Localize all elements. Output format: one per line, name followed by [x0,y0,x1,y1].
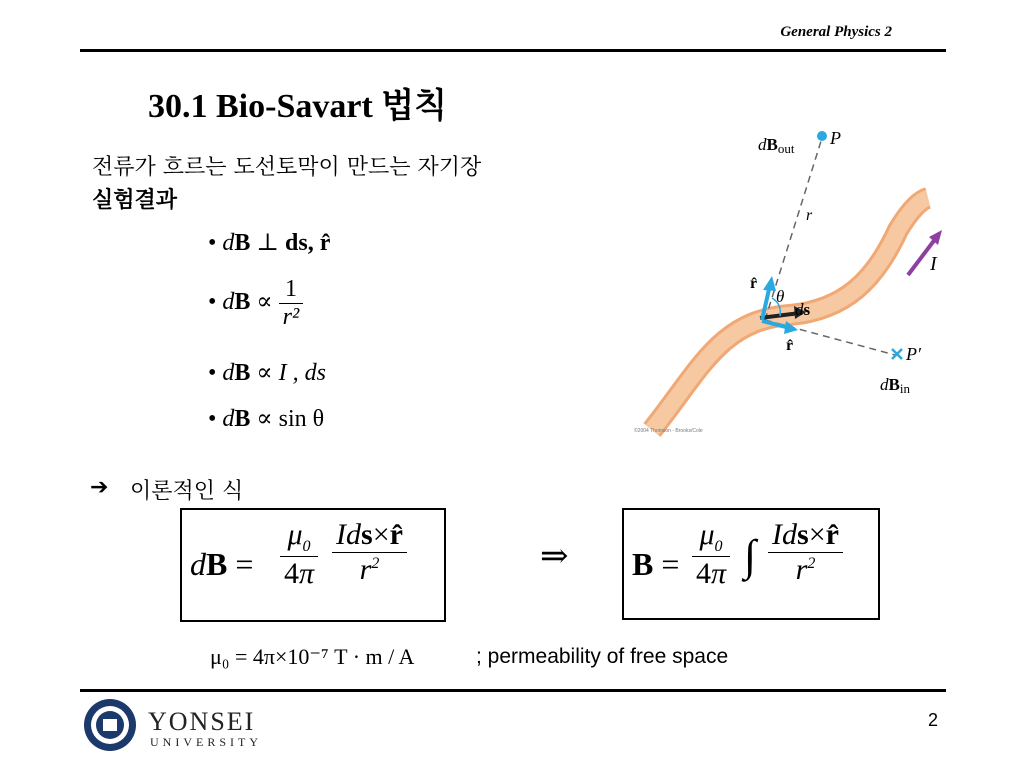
svg-text:θ: θ [776,287,785,306]
svg-text:P′: P′ [906,344,921,364]
page-number: 2 [927,710,938,730]
svg-text:r̂: r̂ [786,337,794,354]
university-name: YONSEI [148,707,256,736]
svg-text:©2004 Thomson - Brooks/Cole: ©2004 Thomson - Brooks/Cole [634,428,703,434]
svg-text:r: r [806,207,813,224]
arrow-icon: ➔ [90,474,109,499]
university-subtitle: UNIVERSITY [150,735,262,749]
biot-savart-differential-box: dB = $\frac{\mu_0}{4\pi}$ $\frac{\text{Ids×r̂}}{r^2}$ [180,508,446,622]
biot-savart-integral-box: B = $\frac{\mu_0}{4\pi}$ ∫ $\frac{\text{Ids×r̂}}{r^2}$ [622,508,880,620]
r-line-to-P [765,138,822,320]
permeability-note: ; permeability of free space [476,645,729,668]
bullet-sine: • dB ∝ sin θ [208,406,325,432]
point-P [817,131,827,141]
header-divider [80,49,946,52]
slide-title: 30.1 Bio-Savart 법칙 [148,88,447,125]
svg-text:r̂: r̂ [750,275,758,292]
footer-divider [80,689,946,692]
svg-text:P: P [830,128,841,148]
description-text: 전류가 흐르는 도선토막이 만드는 자기장 [92,155,482,180]
bullet-current: • dB ∝ I , ds [208,360,327,386]
fraction-one-over-r2: $\frac{1}{\text{r²}}$ [279,276,304,331]
bullet-perpendicular: • dB ⊥ ds, r̂ [208,230,331,256]
results-heading: 실험결과 [92,188,178,213]
biot-savart-figure [630,120,950,440]
theory-label: 이론적인 식 [130,479,244,504]
svg-text:dBout: dBout [758,135,795,156]
course-title: General Physics 2 [780,24,892,40]
svg-text:I: I [930,253,937,275]
svg-text:ds: ds [795,300,811,319]
permeability-formula: μ₀ = 4π×10⁻⁷ T · m / A [210,644,415,669]
bullet-inverse-square: • dB ∝ $\frac{1}{\text{r²}}$ [208,276,303,331]
yonsei-seal-icon [82,697,138,753]
svg-text:dBin: dBin [880,375,910,396]
implies-symbol: ⇒ [540,538,569,575]
